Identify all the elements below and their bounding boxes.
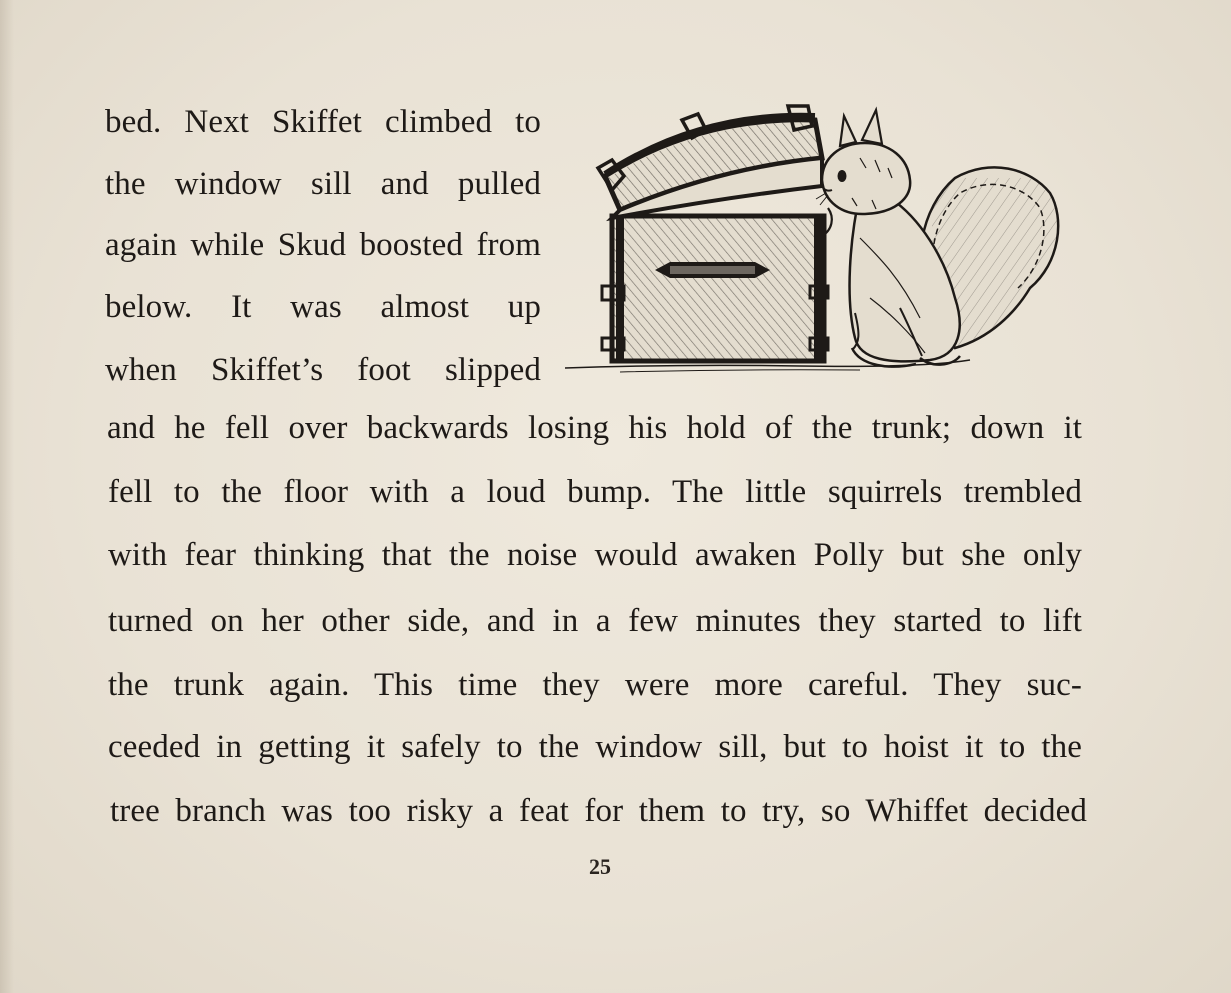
text-line-5: when Skiffet’s foot slipped (105, 352, 541, 388)
text-line-1: bed. Next Skiffet climbed to (105, 104, 541, 140)
squirrel (816, 110, 1058, 367)
text-line-9: turned on her other side, and in a few minutes they started to lift (108, 603, 1082, 639)
text-line-6: and he fell over backwards losing his hold of the trunk; down it (107, 410, 1082, 446)
text-line-11: ceeded in getting it safely to the window sill, but to hoist it to the (108, 729, 1082, 765)
text-line-12: tree branch was too risky a feat for them to try, so Whiffet decided (110, 793, 1087, 829)
text-line-8: with fear thinking that the noise would awaken Polly but she only (108, 537, 1082, 573)
page-fold-shadow (0, 0, 14, 993)
trunk-lid (598, 106, 822, 218)
text-line-2: the window sill and pulled (105, 166, 541, 202)
text-line-7: fell to the floor with a loud bump. The little squirrels trembled (108, 474, 1082, 510)
text-line-4: below. It was almost up (105, 289, 541, 325)
page-number: 25 (589, 854, 611, 879)
squirrel-trunk-illustration (560, 98, 1075, 378)
text-line-3: again while Skud boosted from (105, 227, 541, 263)
trunk (602, 216, 828, 361)
text-line-10: the trunk again. This time they were more careful. They suc- (108, 667, 1082, 703)
